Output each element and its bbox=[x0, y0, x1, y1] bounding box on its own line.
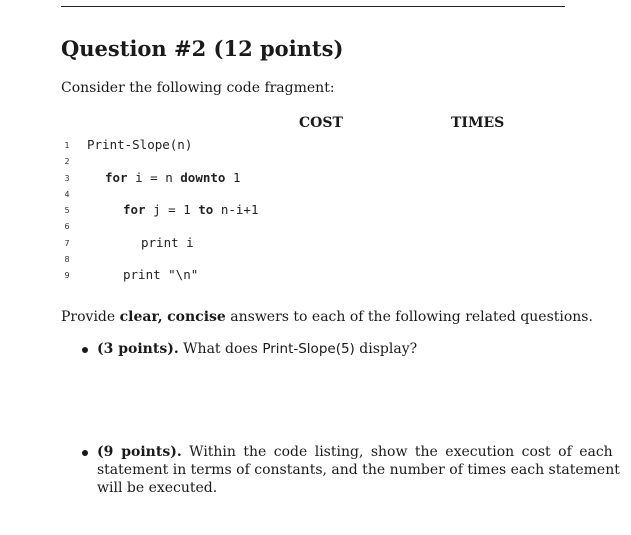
top-rule bbox=[61, 6, 565, 7]
code-line bbox=[0, 235, 400, 251]
code-token: i = n bbox=[127, 169, 181, 185]
code-token: Print-Slope(n) bbox=[87, 137, 193, 152]
question-item-text: (3 points). What does Print-Slope(5) display? bbox=[97, 341, 418, 357]
code-text bbox=[87, 137, 192, 152]
code-text bbox=[105, 170, 240, 185]
code-line bbox=[0, 137, 400, 153]
code-line bbox=[0, 186, 400, 202]
cost-column-header: COST bbox=[299, 115, 343, 131]
code-line bbox=[0, 251, 400, 267]
code-keyword: for bbox=[105, 169, 128, 185]
instructions-text: Provide clear, concise answers to each of the following related questions. bbox=[61, 309, 593, 325]
line-number: 3 bbox=[64, 173, 70, 183]
line-number: 4 bbox=[64, 189, 70, 199]
code-token: print "\n" bbox=[123, 267, 199, 282]
code-token: print i bbox=[141, 234, 194, 250]
code-keyword: for bbox=[123, 202, 146, 217]
bullet-icon bbox=[82, 347, 88, 353]
line-number: 9 bbox=[64, 271, 70, 280]
code-line bbox=[0, 153, 400, 169]
question-item-text: (9 points). Within the code listing, show the execution cost of each statement in terms of constants, and the number of times each statement will be executed. bbox=[97, 444, 620, 496]
code-line bbox=[0, 218, 400, 234]
line-number: 8 bbox=[64, 254, 70, 264]
code-keyword: to bbox=[198, 202, 214, 217]
code-token: n-i+1 bbox=[213, 202, 259, 217]
code-text bbox=[141, 235, 194, 250]
code-token: j = 1 bbox=[145, 202, 199, 217]
code-token: 1 bbox=[225, 169, 241, 185]
line-number: 5 bbox=[64, 206, 70, 215]
line-number: 1 bbox=[64, 141, 70, 150]
code-text bbox=[123, 202, 258, 217]
line-number: 6 bbox=[64, 222, 70, 232]
code-line bbox=[0, 170, 400, 186]
intro-text: Consider the following code fragment: bbox=[61, 80, 335, 96]
line-number: 7 bbox=[64, 238, 70, 248]
bullet-icon bbox=[82, 450, 88, 456]
question-title: Question #2 (12 points) bbox=[61, 36, 344, 61]
code-keyword: downto bbox=[180, 169, 226, 185]
times-column-header: TIMES bbox=[451, 115, 505, 131]
line-number: 2 bbox=[64, 157, 70, 167]
code-line bbox=[0, 202, 400, 218]
code-text bbox=[123, 267, 198, 282]
code-line bbox=[0, 267, 400, 283]
